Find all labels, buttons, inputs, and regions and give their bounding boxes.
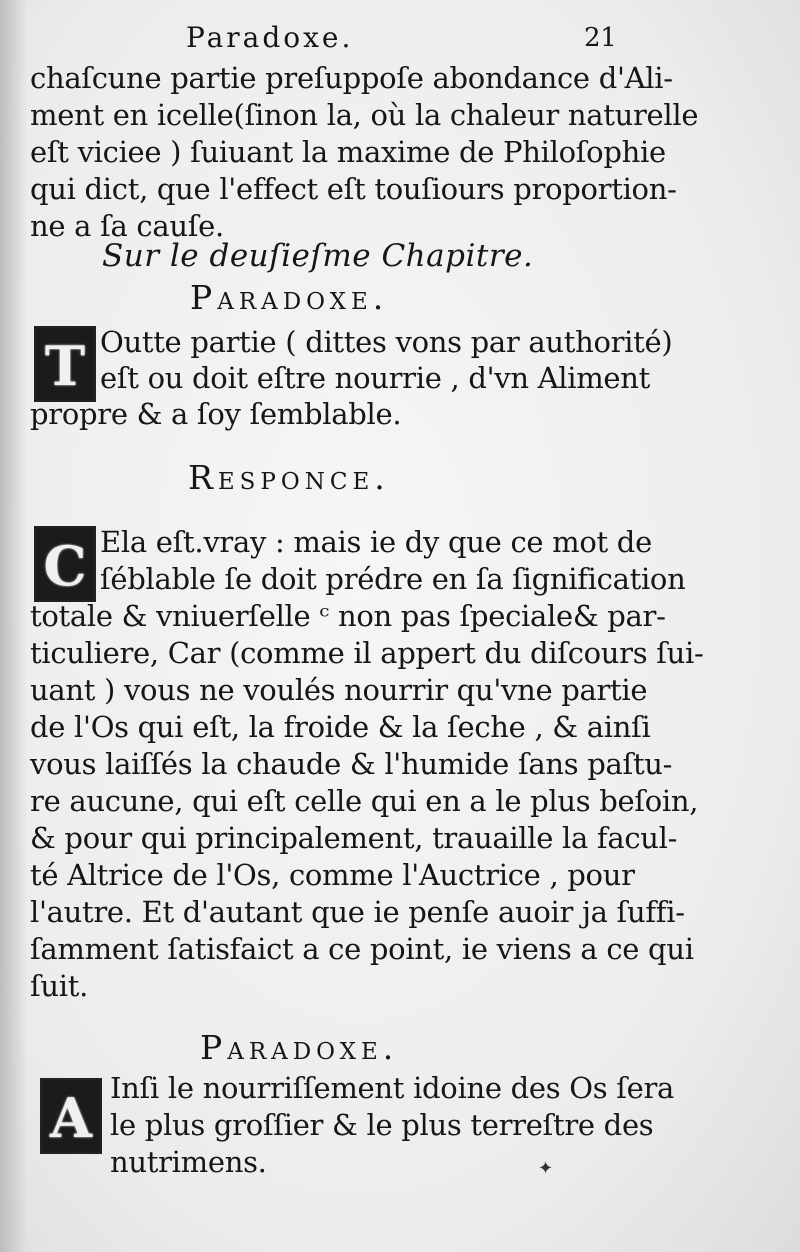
dropcap-t: T	[34, 326, 96, 402]
page-gutter-shadow	[0, 0, 28, 1252]
text-line: re aucune, qui eſt celle qui en a le plus beſoin,	[30, 784, 699, 818]
text-line: chaſcune partie preſuppoſe abondance d'Ali-	[30, 61, 673, 95]
running-title: Paradoxe.	[186, 21, 354, 54]
text-line: ment en icelle(ſinon la, où la chaleur naturelle	[30, 98, 699, 132]
footer-ornament-icon: ✦	[538, 1158, 554, 1179]
text-line: de l'Os qui eſt, la froide & la ſeche , & ainſi	[30, 710, 651, 744]
text-line: nutrimens.	[110, 1145, 267, 1179]
text-line: té Altrice de l'Os, comme l'Auctrice , pour	[30, 858, 635, 892]
page-number: 21	[584, 23, 617, 53]
text-line: Outte partie ( dittes vons par authorité)	[100, 325, 673, 359]
text-line: & pour qui principalement, trauaille la facul-	[30, 821, 678, 855]
text-line: eſt ou doit eſtre nourrie , d'vn Aliment	[100, 361, 651, 395]
text-line: ne a ſa cauſe.	[30, 209, 224, 243]
text-line: totale & vniuerſelle ᶜ non pas ſpeciale& par-	[30, 599, 666, 633]
text-line: ſuit.	[30, 969, 89, 1003]
text-line: l'autre. Et d'autant que ie penſe auoir ja ſuffi-	[30, 895, 685, 929]
text-line: uant ) vous ne voulés nourrir qu'vne partie	[30, 673, 648, 707]
text-line: le plus groſſier & le plus terreſtre des	[110, 1108, 654, 1142]
text-line: propre & a ſoy ſemblable.	[30, 397, 402, 431]
text-line: eſt viciee ) ſuiuant la maxime de Philoſophie	[30, 135, 666, 169]
text-line: Inſi le nourriſſement idoine des Os ſera	[110, 1071, 675, 1105]
section-heading: Sur le deuſieſme Chapitre.	[102, 238, 534, 274]
text-line: Ela eſt.vray : mais ie dy que ce mot de	[100, 525, 652, 559]
dropcap-a: A	[40, 1078, 102, 1154]
text-line: ſamment ſatisfaict a ce point, ie viens a ce qui	[30, 932, 694, 966]
paradoxe-heading: Paradoxe.	[190, 278, 389, 317]
responce-heading: Responce.	[188, 458, 390, 497]
paradoxe-heading: Paradoxe.	[200, 1028, 399, 1067]
text-line: ſéblable ſe doit prédre en ſa ſignification	[100, 562, 686, 596]
text-line: vous laiſſés la chaude & l'humide ſans paſtu-	[30, 747, 673, 781]
dropcap-c: C	[34, 526, 96, 602]
text-line: qui dict, que l'effect eſt touſiours proportion-	[30, 172, 677, 206]
text-line: ticuliere, Car (comme il appert du diſcours ſui-	[30, 636, 704, 670]
